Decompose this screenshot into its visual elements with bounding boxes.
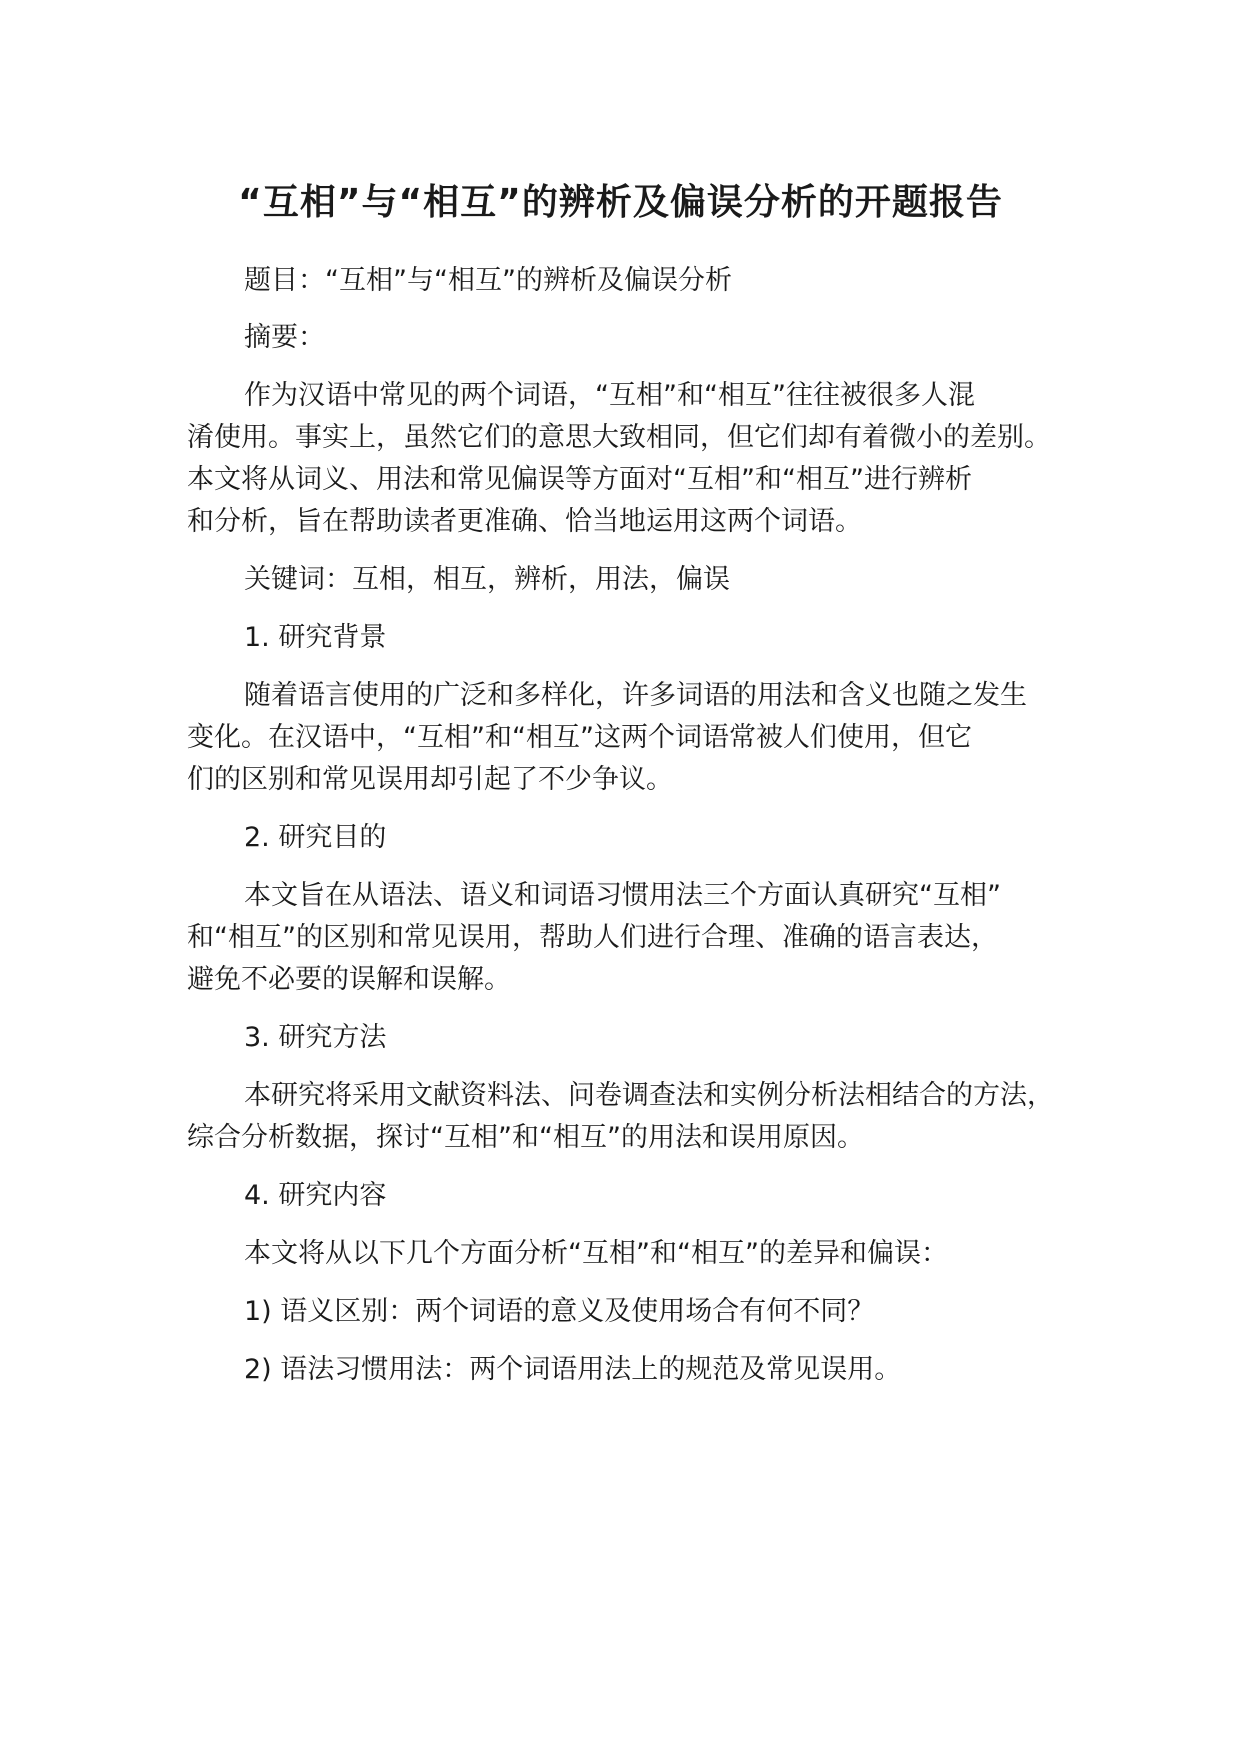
section-body-line: 综合分析数据，探讨“互相”和“相互”的用法和误用原因。 <box>187 1122 864 1153</box>
section-body-line: 变化。在汉语中，“互相”和“相互”这两个词语常被人们使用，但它 <box>187 722 972 753</box>
section-body-line: 们的区别和常见误用却引起了不少争议。 <box>187 764 673 795</box>
abstract-line: 淆使用。事实上，虽然它们的意思大致相同，但它们却有着微小的差别。 <box>187 422 1051 453</box>
section-heading-background: 1. 研究背景 <box>244 622 387 653</box>
content-item: 2) 语法习惯用法：两个词语用法上的规范及常见误用。 <box>244 1354 902 1385</box>
section-body-line: 随着语言使用的广泛和多样化，许多词语的用法和含义也随之发生 <box>244 680 1027 711</box>
section-heading-content: 4. 研究内容 <box>244 1180 387 1211</box>
abstract-line: 本文将从词义、用法和常见偏误等方面对“互相”和“相互”进行辨析 <box>187 464 972 495</box>
section-heading-purpose: 2. 研究目的 <box>244 822 387 853</box>
section-body-line: 本研究将采用文献资料法、问卷调查法和实例分析法相结合的方法， <box>244 1080 1054 1111</box>
abstract-line: 和分析，旨在帮助读者更准确、恰当地运用这两个词语。 <box>187 506 862 537</box>
keywords-line: 关键词：互相，相互，辨析，用法，偏误 <box>244 564 730 595</box>
abstract-line: 作为汉语中常见的两个词语，“互相”和“相互”往往被很多人混 <box>244 380 975 411</box>
document-title: “互相”与“相互”的辨析及偏误分析的开题报告 <box>238 182 1003 223</box>
content-item: 1) 语义区别：两个词语的意义及使用场合有何不同？ <box>244 1296 875 1327</box>
section-body-line: 和“相互”的区别和常见误用，帮助人们进行合理、准确的语言表达， <box>187 922 998 953</box>
section-body-line: 本文将从以下几个方面分析“互相”和“相互”的差异和偏误： <box>244 1238 948 1269</box>
section-body-line: 避免不必要的误解和误解。 <box>187 964 511 995</box>
section-heading-method: 3. 研究方法 <box>244 1022 387 1053</box>
section-body-line: 本文旨在从语法、语义和词语习惯用法三个方面认真研究“互相” <box>244 880 1001 911</box>
topic-line: 题目：“互相”与“相互”的辨析及偏误分析 <box>244 265 732 296</box>
abstract-heading: 摘要： <box>244 322 325 353</box>
